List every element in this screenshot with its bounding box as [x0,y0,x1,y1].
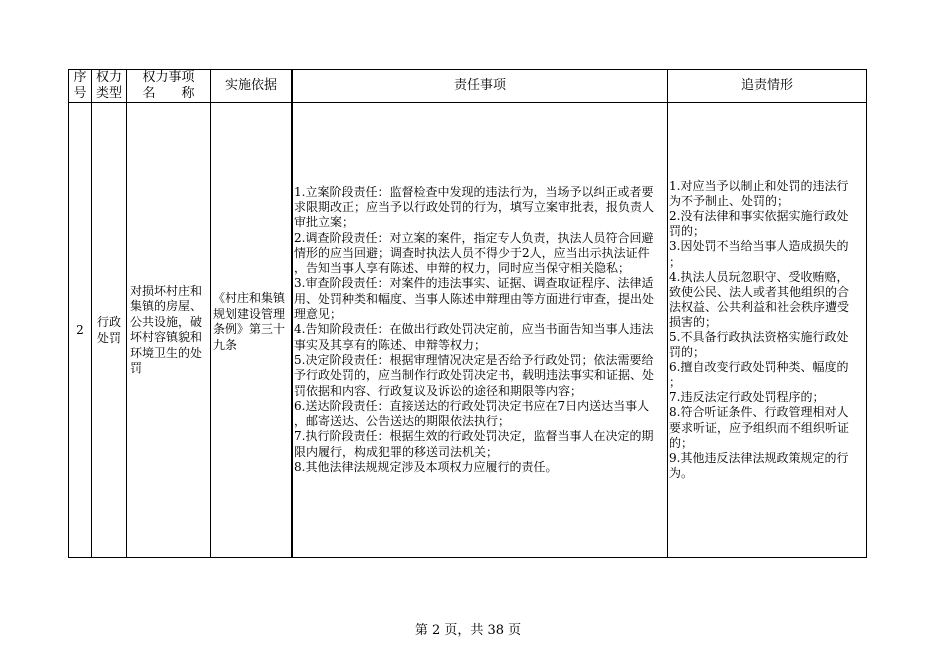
responsibility-line: 罚依据和内容、行政复议及诉讼的途径和期限等内容； [294,383,583,398]
accountability-line: 为。 [669,465,694,480]
page-number: 第 2 页，共 38 页 [414,623,522,638]
responsibility-line: 用、处罚种类和幅度、当事人陈述申辩理由等方面进行审查，提出处 [294,291,655,306]
header-power-name [127,70,211,103]
accountability-line: 1.对应当予以制止和处罚的违法行 [669,179,849,194]
basis-line: 九条 [213,337,238,352]
cell-power-name [127,103,211,558]
responsibility-line: 6.送达阶段责任：直接送达的行政处罚决定书应在7日内送达当事人 [294,398,650,413]
cell-basis [211,103,293,558]
responsibility-line: 3.审查阶段责任：对案件的违法事实、证据、调查取证程序、法律适 [294,276,654,291]
header-responsibility-line: 责任事项 [453,78,506,93]
header-power-name-line: 权力事项 [142,70,195,85]
accountability-line: ； [669,254,682,269]
accountability-line: 2.没有法律和事实依据实施行政处 [669,209,849,224]
power-name-line: 集镇的房屋、 [130,299,203,313]
cell-responsibility [293,103,668,558]
accountability-line: 损害的； [669,314,718,329]
responsibility-line: 事实及其享有的陈述、申辩等权力； [294,337,487,352]
accountability-line: 7.违反法定行政处罚程序的； [669,390,825,405]
responsibility-line: 求限期改正；应当予以行政处罚的行为，填写立案审批表，报负责人 [294,199,655,214]
header-accountability-line: 追责情形 [740,78,793,93]
basis-line: 条例》第三十 [213,322,286,336]
header-seq-line: 序 [73,70,87,85]
basis-line: 规划建设管理 [213,306,286,321]
responsibility-line: 情形的应当回避；调查时执法人员不得少于2人，应当出示执法证件 [294,245,650,260]
seq-line: 2 [76,323,84,337]
accountability-line: 的； [669,435,694,450]
cell-seq [69,103,92,558]
responsibility-line: 8.其他法律法规规定涉及本项权力应履行的责任。 [294,460,558,475]
cell-accountability [668,103,867,558]
accountability-line: 为不予制止、处罚的； [669,194,790,209]
header-power-type-line: 权力 [95,70,122,85]
header-power-type [92,70,127,103]
accountability-line: 罚的； [669,345,706,360]
responsibility-line: 理意见； [294,307,343,322]
accountability-line: ； [669,375,682,390]
header-power-type-line: 类型 [95,86,122,101]
accountability-line: 法权益、公共利益和社会秩序遭受 [669,299,850,314]
accountability-line: 罚的； [669,224,706,239]
accountability-line: 要求听证，应予组织而不组织听证 [669,420,850,435]
header-seq-line: 号 [73,86,87,101]
header-seq [69,70,92,103]
header-accountability [668,70,867,103]
header-basis-line: 实施依据 [224,78,277,93]
accountability-line: 5.不具备行政执法资格实施行政处 [669,330,849,344]
responsibility-line: 2.调查阶段责任：对立案的案件，指定专人负责，执法人员符合回避 [294,230,654,245]
header-responsibility [293,70,668,103]
power-name-line: 环境卫生的处 [130,345,203,360]
responsibility-line: 5.决定阶段责任：根据审理情况决定是否给予行政处罚；依法需要给 [294,352,654,367]
power-name-line: 对损坏村庄和 [130,283,203,298]
responsibility-line: 予行政处罚的，应当制作行政处罚决定书，载明违法事实和证据、处 [294,368,655,383]
responsibility-line: ，告知当事人享有陈述、申辩的权力，同时应当保守相关隐私； [294,261,631,276]
responsibility-line: ，邮寄送达、公告送达的期限依法执行； [294,414,511,429]
accountability-line: 4.执法人员玩忽职守、受收贿赂， [669,269,849,284]
power-name-line: 坏村容镇貌和 [130,330,203,344]
power-type-line: 行政 [96,315,121,329]
power-type-line: 处罚 [96,331,121,345]
accountability-line: 9.其他违反法律法规政策规定的行 [669,450,849,465]
power-name-line: 公共设施，破 [130,314,203,329]
power-name-line: 罚 [130,361,143,375]
responsibility-line: 4.告知阶段责任：在做出行政处罚决定前，应当书面告知当事人违法 [294,322,654,337]
accountability-line: 6.擅自改变行政处罚种类、幅度的 [669,360,849,375]
responsibility-table [68,69,867,558]
basis-line: 《村庄和集镇 [213,291,286,305]
responsibility-line: 限内履行，构成犯罪的移送司法机关； [294,444,499,459]
cell-power-type [92,103,127,558]
accountability-line: 3.因处罚不当给当事人造成损失的 [669,239,849,254]
accountability-line: 8.符合听证条件、行政管理相对人 [669,405,849,420]
header-basis [211,70,293,103]
responsibility-line: 1.立案阶段责任：监督检查中发现的违法行为，当场予以纠正或者要 [294,184,654,199]
accountability-line: 致使公民、法人或者其他组织的合 [669,284,850,299]
responsibility-line: 7.执行阶段责任：根据生效的行政处罚决定，监督当事人在决定的期 [294,429,654,444]
responsibility-line: 审批立案； [294,215,355,230]
header-power-name-line: 名 称 [142,86,195,101]
